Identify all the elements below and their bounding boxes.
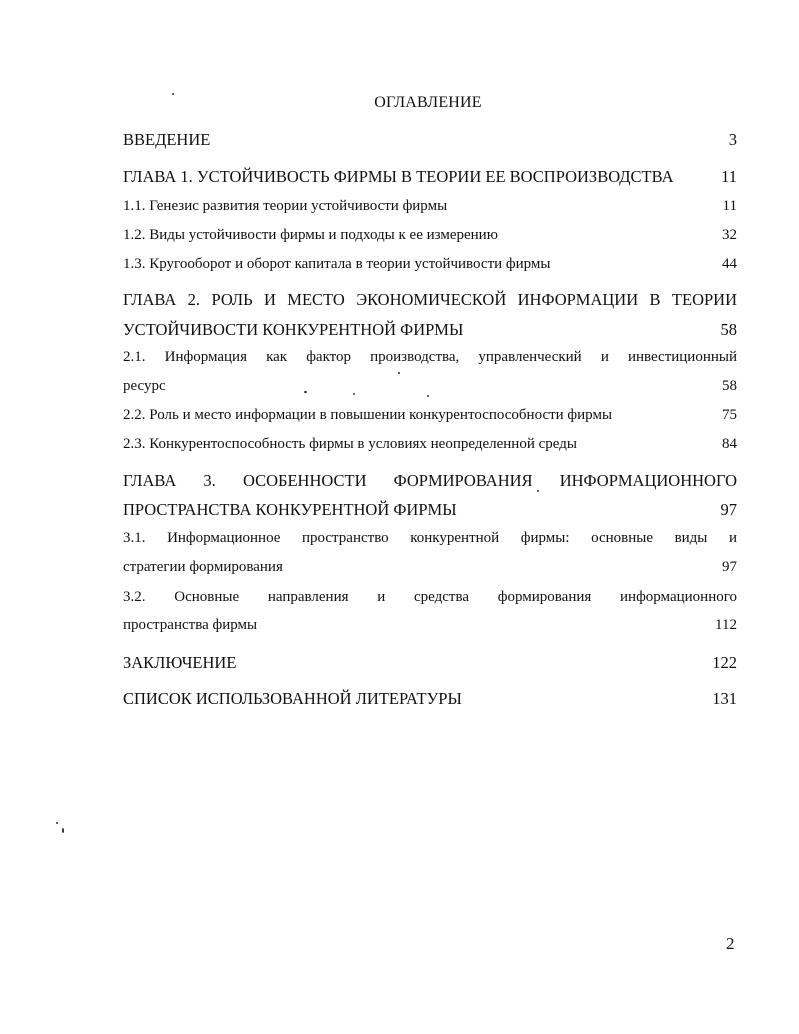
toc-entry-page: 44	[722, 256, 737, 272]
scan-speck	[56, 822, 58, 824]
toc-entry-page: 122	[712, 653, 737, 672]
toc-entry-page: 131	[712, 689, 737, 708]
scan-speck	[304, 391, 307, 393]
toc-entry-page: 75	[722, 407, 737, 423]
toc-entry-chapter-3-line1[interactable]: ГЛАВА 3. ОСОБЕННОСТИ ФОРМИРОВАНИЯ ИНФОРМАЦИОННОГО	[123, 471, 737, 490]
page-number: 2	[726, 934, 735, 953]
toc-entry-page: 11	[722, 198, 737, 214]
toc-entry-label: УСТОЙЧИВОСТИ КОНКУРЕНТНОЙ ФИРМЫ	[123, 320, 464, 339]
toc-entry-label: ВВЕДЕНИЕ	[123, 130, 211, 149]
toc-entry-page: 11	[721, 167, 737, 186]
scan-speck	[427, 395, 429, 397]
toc-entry-section-2-1-line1[interactable]: 2.1. Информация как фактор производства, управленческий и инвестиционный	[123, 349, 737, 365]
toc-entry-page: 84	[722, 436, 737, 452]
toc-entry-label: 1.1. Генезис развития теории устойчивости фирмы	[123, 198, 448, 214]
toc-entry-page: 58	[720, 320, 737, 339]
scan-speck	[62, 828, 64, 833]
toc-entry-page: 58	[722, 378, 737, 394]
page-title: ОГЛАВЛЕНИЕ	[374, 94, 482, 111]
toc-entry-label: стратегии формирования	[123, 559, 283, 575]
toc-entry-label: 1.2. Виды устойчивости фирмы и подходы к ее измерению	[123, 227, 498, 243]
toc-entry-page: 97	[720, 500, 737, 519]
scan-speck	[353, 393, 355, 395]
toc-entry-label: ГЛАВА 1. УСТОЙЧИВОСТЬ ФИРМЫ В ТЕОРИИ ЕЕ ВОСПРОИЗВОДСТВА	[123, 167, 674, 186]
toc-entry-label: 2.2. Роль и место информации в повышении конкурентоспособности фирмы	[123, 407, 613, 423]
toc-entry-page: 112	[715, 617, 737, 633]
toc-entry-page: 3	[728, 130, 737, 149]
toc-entry-label: 2.3. Конкурентоспособность фирмы в условиях неопределенной среды	[123, 436, 577, 452]
toc-entry-label: пространства фирмы	[123, 617, 258, 633]
toc-entry-section-3-1-line1[interactable]: 3.1. Информационное пространство конкурентной фирмы: основные виды и	[123, 530, 737, 546]
toc-entry-label: ПРОСТРАНСТВА КОНКУРЕНТНОЙ ФИРМЫ	[123, 500, 457, 519]
toc-entry-page: 32	[722, 227, 737, 243]
scan-speck	[537, 490, 539, 492]
toc-entry-label: ресурс	[123, 378, 166, 394]
toc-entry-label: ЗАКЛЮЧЕНИЕ	[123, 653, 237, 672]
toc-entry-label: 1.3. Кругооборот и оборот капитала в теории устойчивости фирмы	[123, 256, 551, 272]
scan-speck	[398, 372, 400, 374]
scan-speck	[172, 93, 174, 95]
toc-entry-chapter-2-line1[interactable]: ГЛАВА 2. РОЛЬ И МЕСТО ЭКОНОМИЧЕСКОЙ ИНФОРМАЦИИ В ТЕОРИИ	[123, 290, 737, 309]
toc-entry-section-3-2-line1[interactable]: 3.2. Основные направления и средства формирования информационного	[123, 589, 737, 605]
toc-entry-page: 97	[722, 559, 737, 575]
toc-entry-label: СПИСОК ИСПОЛЬЗОВАННОЙ ЛИТЕРАТУРЫ	[123, 689, 462, 708]
